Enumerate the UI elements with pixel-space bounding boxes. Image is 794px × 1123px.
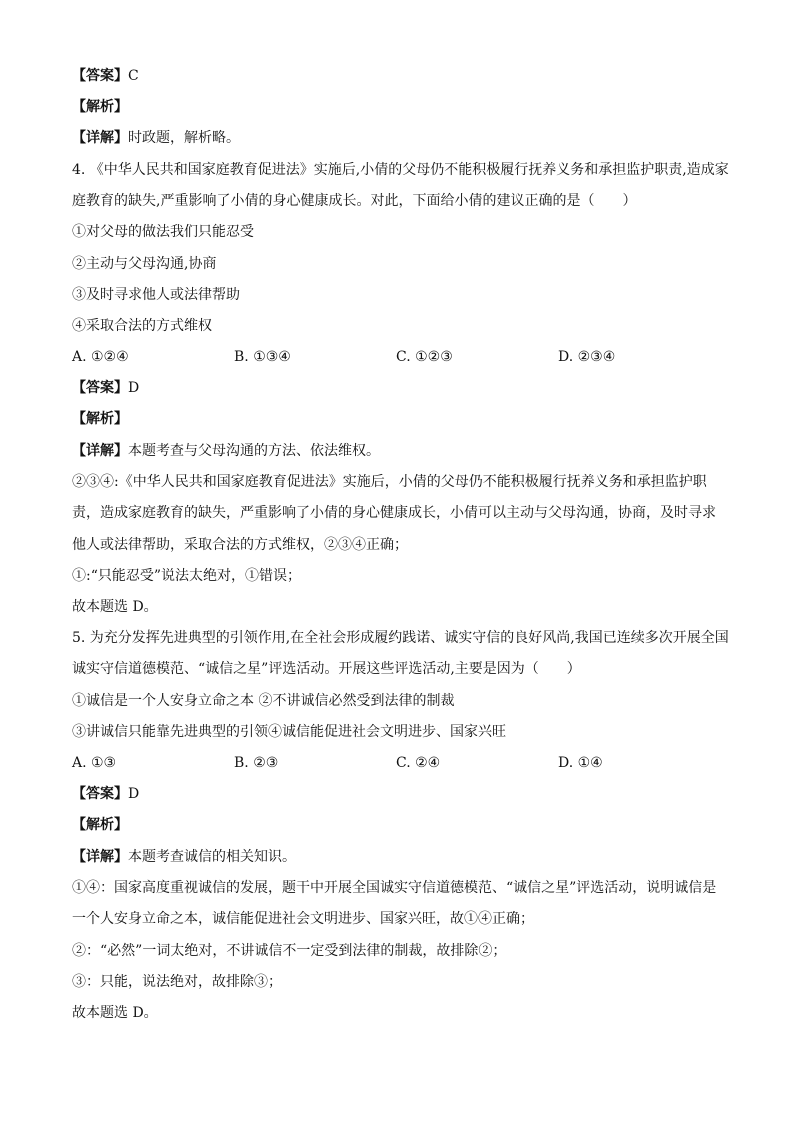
q4-analysis-line — [72, 409, 732, 429]
answer-value: C — [128, 68, 139, 84]
q5-explanation-line-1: ①④：国家高度重视诚信的发展，题干中开展全国诚实守信道德模范、“诚信之星”评选活动，说明诚信是 — [72, 880, 717, 896]
q4-explanation-line-1: ②③④:《中华人民共和国家庭教育促进法》实施后，小倩的父母仍不能积极履行抚养义务和承担监护职 — [72, 474, 707, 490]
q5-option-b: B. ②③ — [234, 755, 279, 771]
q5-option-a: A. ①③ — [72, 755, 117, 771]
q4-explanation-line-3: 他人或法律帮助，采取合法的方式维权，②③④正确； — [72, 537, 408, 553]
q5-option-c: C. ②④ — [396, 755, 441, 771]
analysis-tag: 【解析】 — [72, 817, 128, 833]
q4-item-4: ④采取合法的方式维权 — [72, 318, 212, 334]
q5-answer-line — [72, 784, 732, 804]
answer-value: D — [128, 786, 140, 802]
q4-stem-line-2: 庭教育的缺失,严重影响了小倩的身心健康成长。对此，下面给小倩的建议正确的是（ ） — [72, 193, 637, 209]
detail-text: 本题考查诚信的相关知识。 — [128, 849, 296, 865]
answer-value: D — [128, 380, 140, 396]
q4-answer-line — [72, 378, 732, 398]
q4-option-b: B. ①③④ — [234, 349, 291, 365]
answer-tag: 【答案】 — [72, 68, 128, 84]
detail-text: 本题考查与父母沟通的方法、依法维权。 — [128, 443, 380, 459]
q4-option-c: C. ①②③ — [396, 349, 453, 365]
q5-option-d: D. ①④ — [558, 755, 603, 771]
answer-tag: 【答案】 — [72, 380, 128, 396]
q4-option-d: D. ②③④ — [558, 349, 616, 365]
q5-conclusion: 故本题选 D。 — [72, 1005, 158, 1021]
q4-explanation-line-4: ①:“只能忍受”说法太绝对，①错误； — [72, 568, 302, 584]
q5-explanation-line-4: ③：只能，说法绝对，故排除③； — [72, 974, 282, 990]
answer-tag: 【答案】 — [72, 786, 128, 802]
q4-item-3: ③及时寻求他人或法律帮助 — [72, 287, 240, 303]
q4-option-a: A. ①②④ — [72, 349, 129, 365]
q4-item-1: ①对父母的做法我们只能忍受 — [72, 224, 254, 240]
q5-items-line-2: ③讲诚信只能靠先进典型的引领④诚信能促进社会文明进步、国家兴旺 — [72, 724, 506, 740]
analysis-tag: 【解析】 — [72, 99, 128, 115]
q5-explanation-line-2: 一个人安身立命之本，诚信能促进社会文明进步、国家兴旺，故①④正确； — [72, 911, 534, 927]
q5-analysis-line — [72, 815, 732, 835]
q3-answer-line — [72, 66, 732, 86]
detail-tag: 【详解】 — [72, 130, 128, 146]
q5-explanation-line-3: ②：“必然”一词太绝对，不讲诚信不一定受到法律的制裁，故排除②； — [72, 943, 507, 959]
q5-items-line-1: ①诚信是一个人安身立命之本 ②不讲诚信必然受到法律的制裁 — [72, 693, 455, 709]
q5-stem-line-2: 诚实守信道德模范、“诚信之星”评选活动。开展这些评选活动,主要是因为（ ） — [72, 661, 581, 677]
detail-tag: 【详解】 — [72, 443, 128, 459]
q5-detail-line — [72, 847, 732, 867]
detail-text: 时政题，解析略。 — [128, 130, 240, 146]
q4-stem-line-1: 4. 《中华人民共和国家庭教育促进法》实施后,小倩的父母仍不能积极履行抚养义务和承担监护职责,造成家 — [72, 162, 729, 178]
q4-item-2: ②主动与父母沟通,协商 — [72, 256, 217, 272]
detail-tag: 【详解】 — [72, 849, 128, 865]
q3-analysis-line — [72, 97, 732, 117]
q4-conclusion: 故本题选 D。 — [72, 599, 158, 615]
q4-explanation-line-2: 责，造成家庭教育的缺失，严重影响了小倩的身心健康成长，小倩可以主动与父母沟通，协商，及时寻求 — [72, 505, 716, 521]
analysis-tag: 【解析】 — [72, 411, 128, 427]
q3-detail-line — [72, 128, 732, 148]
q5-stem-line-1: 5. 为充分发挥先进典型的引领作用,在全社会形成履约践诺、诚实守信的良好风尚,我国已连续多次开展全国 — [72, 630, 729, 646]
q4-detail-line — [72, 441, 732, 461]
